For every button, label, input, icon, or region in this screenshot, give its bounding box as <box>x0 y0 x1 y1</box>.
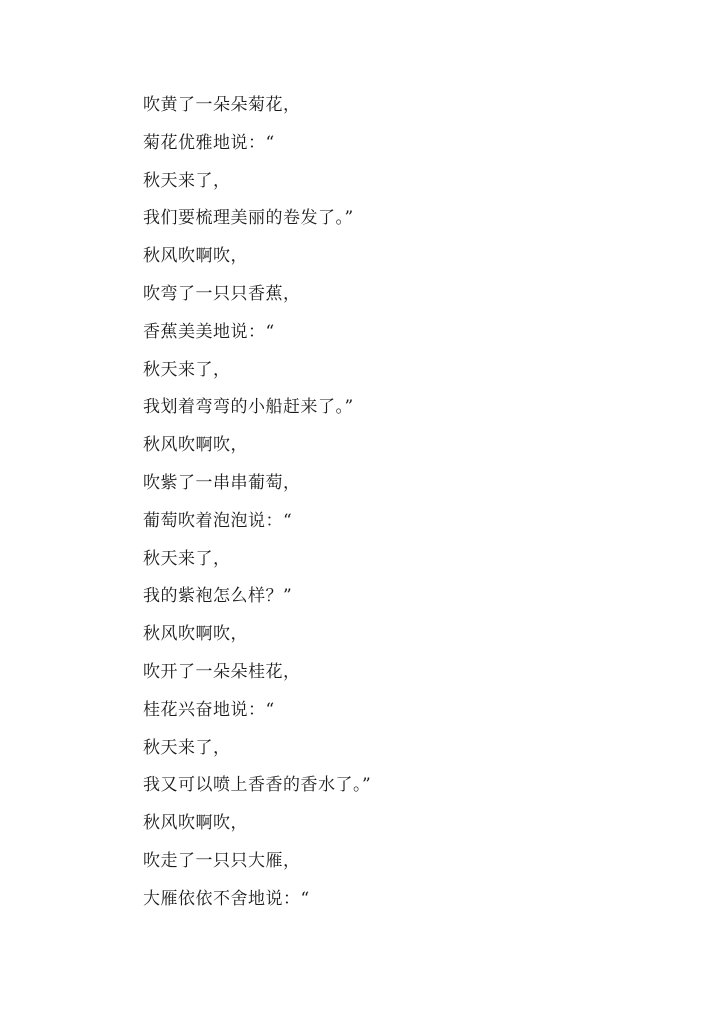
poem-line: 吹走了一只只大雁， <box>143 850 301 871</box>
poem-line: 葡萄吹着泡泡说：“ <box>143 510 293 531</box>
poem-line: 我的紫袍怎么样？” <box>143 586 293 607</box>
poem-line: 我们要梳理美丽的卷发了。” <box>143 208 354 229</box>
poem-line: 香蕉美美地说：“ <box>143 321 275 342</box>
poem-line: 桂花兴奋地说：“ <box>143 699 275 720</box>
poem-line: 吹弯了一只只香蕉， <box>143 283 301 304</box>
poem-line: 我又可以喷上香香的香水了。” <box>143 775 372 796</box>
poem-line: 吹开了一朵朵桂花， <box>143 661 301 682</box>
poem-text <box>143 92 371 924</box>
poem-line: 秋风吹啊吹， <box>143 624 248 645</box>
poem-line: 秋风吹啊吹， <box>143 246 248 267</box>
poem-line: 吹紫了一串串葡萄， <box>143 472 301 493</box>
poem-line: 秋天来了， <box>143 548 231 569</box>
poem-line: 吹黄了一朵朵菊花， <box>143 95 301 115</box>
poem-line: 秋天来了， <box>143 170 231 191</box>
poem-line: 秋天来了， <box>143 737 231 758</box>
poem-line: 大雁依依不舍地说：“ <box>143 888 310 909</box>
poem-line: 菊花优雅地说：“ <box>143 132 275 153</box>
poem-line: 我划着弯弯的小船赶来了。” <box>143 397 354 418</box>
poem-line: 秋天来了， <box>143 359 231 380</box>
poem-line: 秋风吹啊吹， <box>143 435 248 456</box>
poem-line: 秋风吹啊吹， <box>143 813 248 834</box>
